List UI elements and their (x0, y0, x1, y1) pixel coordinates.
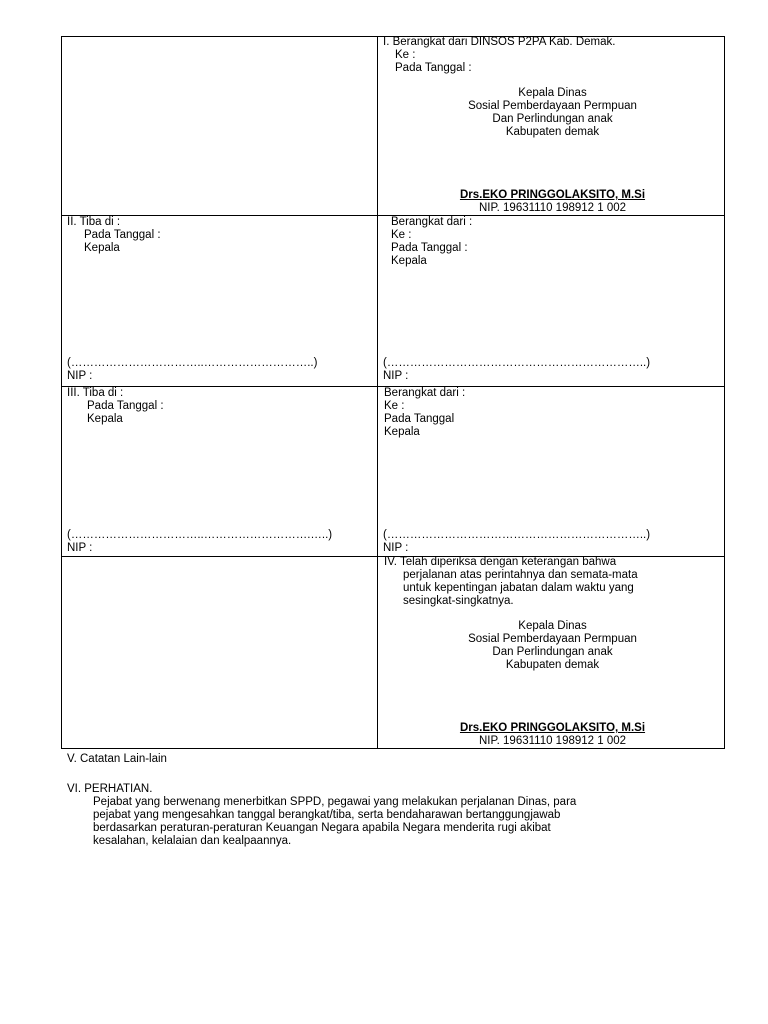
section-iii-right-kepala: Kepala (384, 426, 420, 438)
section-ii-right-nip: NIP : (383, 370, 409, 382)
section-i-signer-nip: NIP. 19631110 198912 1 002 (478, 202, 627, 214)
section-i-sign-title-4: Kabupaten demak (505, 126, 600, 138)
section-ii-right-pada-tanggal: Pada Tanggal : (391, 242, 468, 254)
section-iv-text-line-3: untuk kepentingan jabatan dalam waktu yang (403, 582, 634, 594)
section-iii-signature-blank: (……………………………..……………………….…..) (67, 529, 333, 541)
section-ii-tiba-di: II. Tiba di : (67, 216, 121, 228)
section-vi-line-3: berdasarkan peraturan-peraturan Keuangan Negara apabila Negara menderita rugi akibat (93, 822, 551, 834)
section-iii-right-nip: NIP : (383, 542, 409, 554)
section-i-pada-tanggal: Pada Tanggal : (395, 62, 472, 74)
table-border-right (724, 36, 725, 749)
section-iii-right-signature-blank: (…………………………………………………………..) (383, 529, 651, 541)
section-iii-berangkat-dari: Berangkat dari : (384, 387, 466, 399)
section-ii-right-kepala: Kepala (391, 255, 427, 267)
table-border-left (61, 36, 62, 749)
section-iv-text-line-2: perjalanan atas perintahnya dan semata-mata (403, 569, 638, 581)
section-i-sign-title-2: Sosial Pemberdayaan Permpuan (468, 100, 637, 112)
section-iv-text-line-1: IV. Telah diperiksa dengan keterangan bahwa (384, 556, 617, 568)
section-iv-sign-title-2: Sosial Pemberdayaan Permpuan (468, 633, 637, 645)
section-i-ke: Ke : (395, 49, 416, 61)
column-divider (377, 36, 378, 749)
section-iii-nip: NIP : (67, 542, 93, 554)
section-vi-line-4: kesalahan, kelalaian dan kealpaannya. (93, 835, 292, 847)
section-vi-line-1: Pejabat yang berwenang menerbitkan SPPD, pegawai yang melakukan perjalanan Dinas, para (93, 796, 577, 808)
section-i-signer-name: Drs.EKO PRINGGOLAKSITO, M.Si (459, 189, 646, 201)
section-ii-nip: NIP : (67, 370, 93, 382)
section-iv-text-line-4: sesingkat-singkatnya. (403, 595, 514, 607)
section-iii-tiba-di: III. Tiba di : (67, 387, 124, 399)
section-ii-signature-blank: (……………………………..………………………..) (67, 357, 318, 369)
section-iv-sign-title-4: Kabupaten demak (505, 659, 600, 671)
section-vi-line-2: pejabat yang mengesahkan tanggal berangkat/tiba, serta bendaharawan bertanggungjawab (93, 809, 561, 821)
section-iv-signer-nip: NIP. 19631110 198912 1 002 (478, 735, 627, 747)
section-ii-right-signature-blank: (…………………………………………………………..) (383, 357, 651, 369)
section-i-sign-title-3: Dan Perlindungan anak (492, 113, 613, 125)
table-border-bottom (61, 748, 725, 749)
section-iv-sign-title-1: Kepala Dinas (518, 620, 587, 632)
section-iii-right-pada-tanggal: Pada Tanggal (384, 413, 455, 425)
section-ii-ke: Ke : (391, 229, 412, 241)
section-i-title: I. Berangkat dari DINSOS P2PA Kab. Demak. (383, 36, 616, 48)
section-ii-berangkat-dari: Berangkat dari : (391, 216, 473, 228)
section-v-title: V. Catatan Lain-lain (67, 753, 167, 765)
section-iii-ke: Ke : (384, 400, 405, 412)
section-ii-pada-tanggal: Pada Tanggal : (84, 229, 161, 241)
section-i-sign-title-1: Kepala Dinas (518, 87, 587, 99)
section-ii-kepala: Kepala (84, 242, 120, 254)
section-iii-pada-tanggal: Pada Tanggal : (87, 400, 164, 412)
section-iii-kepala: Kepala (87, 413, 123, 425)
section-iv-sign-title-3: Dan Perlindungan anak (492, 646, 613, 658)
section-iv-signer-name: Drs.EKO PRINGGOLAKSITO, M.Si (459, 722, 646, 734)
section-vi-title: VI. PERHATIAN. (67, 783, 153, 795)
